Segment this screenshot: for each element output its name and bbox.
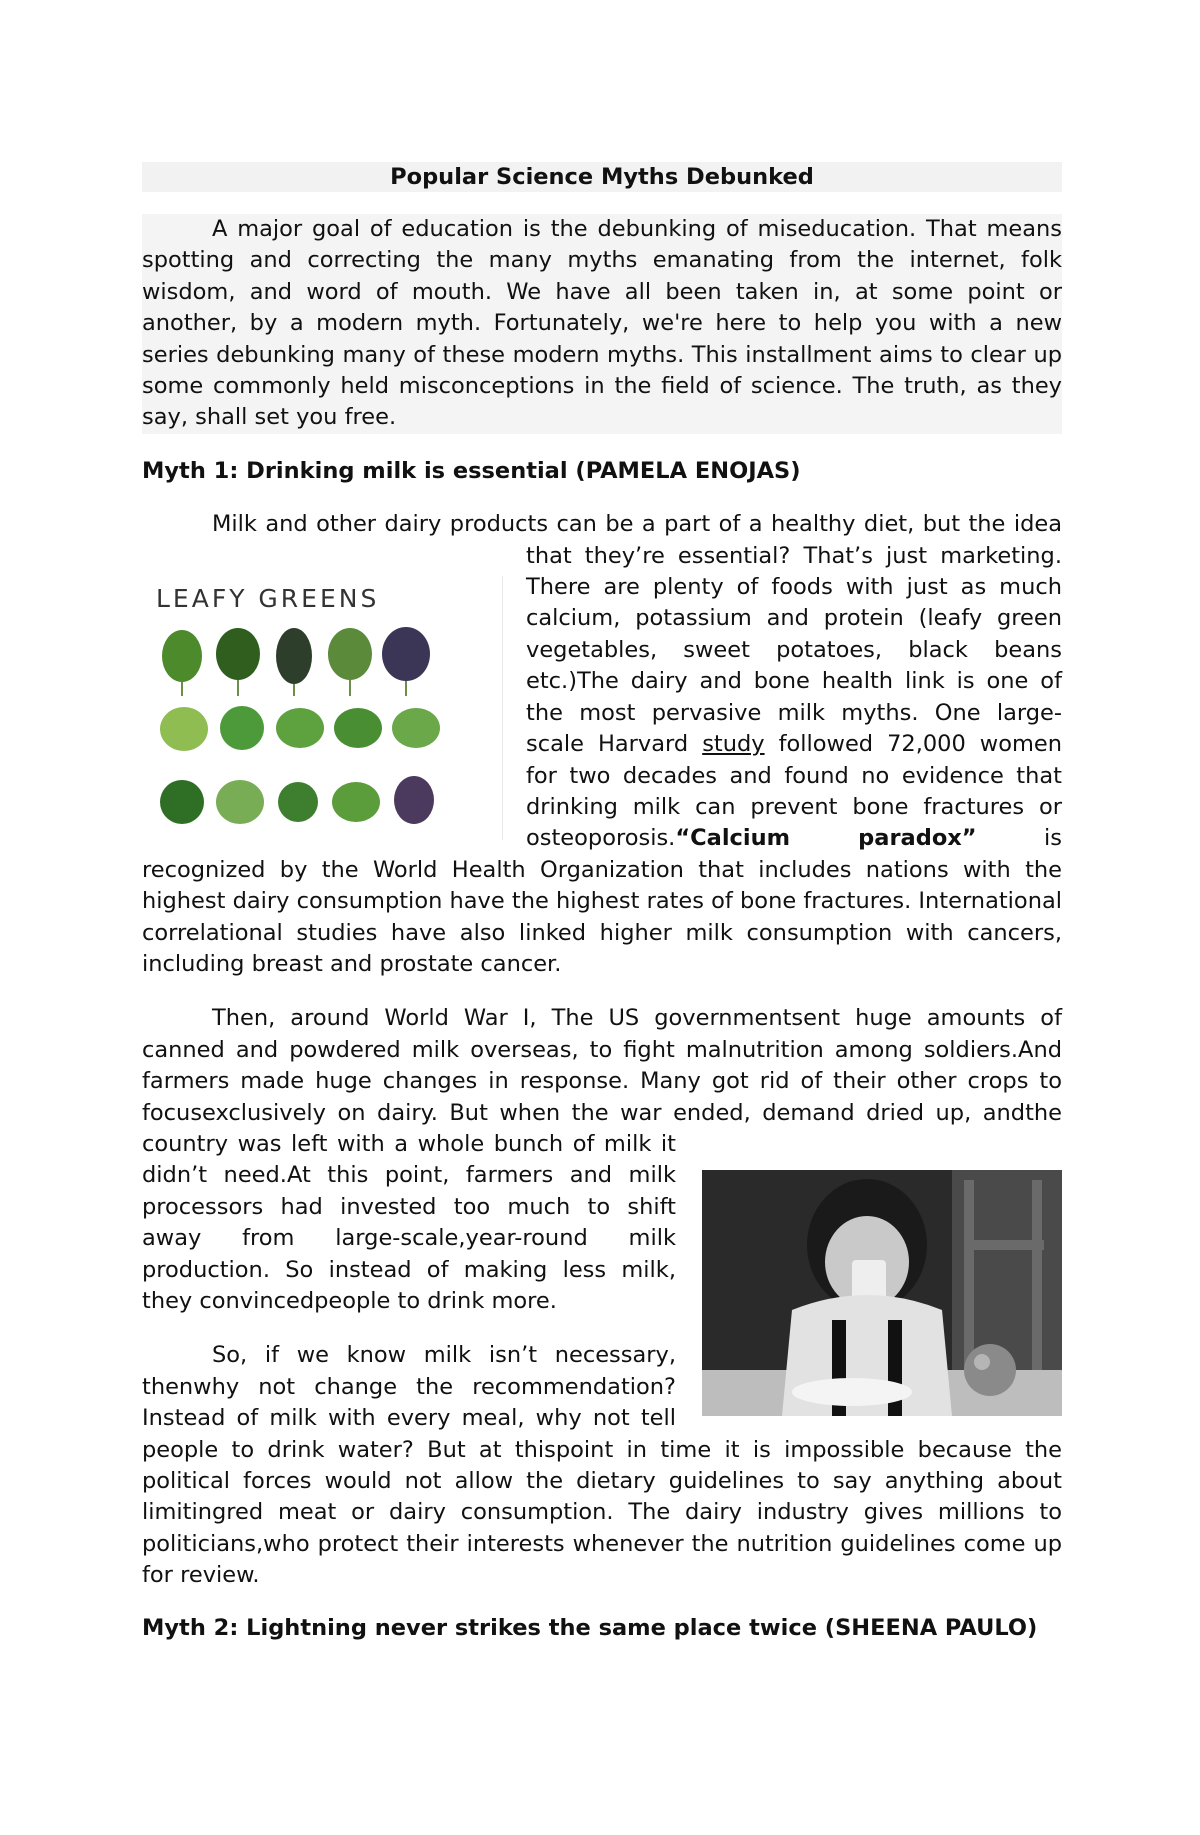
leafy-greens-caption: LEAFY GREENS <box>156 584 380 614</box>
page-title: Popular Science Myths Debunked <box>142 162 1062 192</box>
myth2-heading: Myth 2: Lightning never strikes the same place twice (SHEENA PAULO) <box>142 1614 1038 1641</box>
milk-girl-photo-art <box>702 1170 1062 1416</box>
leafy-greens-image <box>142 576 503 840</box>
study-link[interactable]: study <box>702 731 765 758</box>
document-body <box>142 162 1062 1666</box>
leafy-greens-illustration <box>154 624 494 839</box>
myth1-p1-text-a: Milk and other dairy products can be a part of a healthy diet, but the idea that they’re essential? That’s just marketing. There are plenty of foods with just as much calcium, potassium and protein (leafy green vegetables, sweet potatoes, black beans etc.)The dairy and bone health link is one of the most pervasive milk myths. One large-scale Harvard <box>212 511 1062 758</box>
myth1-p2-text: Then, around World War I, The US governmentsent huge amounts of canned and powdered milk overseas, to fight malnutrition among soldiers.And farmers made huge changes in response. Many got rid of their other crops to focusexclusively on dairy. But when the war ended, demand dried up, andthe country was left with a whole bunch of milk it didn’t need.At this point, farmers and milk processors had invested too much to shift away from large-scale,year-round milk production. So instead of making less milk, they convincedpeople to drink more. <box>142 1005 1062 1314</box>
intro-paragraph: A major goal of education is the debunking of miseducation. That means spotting and correcting the many myths emanating from the internet, folk wisdom, and word of mouth. We have all been taken in, at some point or another, by a modern myth. Fortunately, we're here to help you with a new series debunking many of these modern myths. This installment aims to clear up some commonly held misconceptions in the field of science. The truth, as they say, shall set you free. <box>142 214 1062 434</box>
myth1-p1-text-b: followed 72,000 women for two decades and found no evidence that drinking milk can prevent bone fractures or osteoporosis. <box>526 731 1062 852</box>
myth1-heading: Myth 1: Drinking milk is essential (PAMELA ENOJAS) <box>142 457 801 484</box>
myth1-p1-text-c: is recognized by the World Health Organization that includes nations with the highest dairy consumption have the highest rates of bone fractures. International correlational studies have also linked higher milk consumption with cancers, including breast and prostate cancer. <box>142 825 1062 977</box>
calcium-paradox-term: “Calcium paradox” <box>675 825 977 852</box>
milk-girl-image <box>702 1170 1062 1416</box>
myth1-paragraph-3: So, if we know milk isn’t necessary, thenwhy not change the recommendation? Instead of milk with every meal, why not tell people to drink water? But at thispoint in time it is impossible because the political forces would not allow the dietary guidelines to say anything about limitingred meat or dairy consumption. The dairy industry gives millions to politicians,who protect their interests whenever the nutrition guidelines come up for review. <box>142 1342 1062 1589</box>
